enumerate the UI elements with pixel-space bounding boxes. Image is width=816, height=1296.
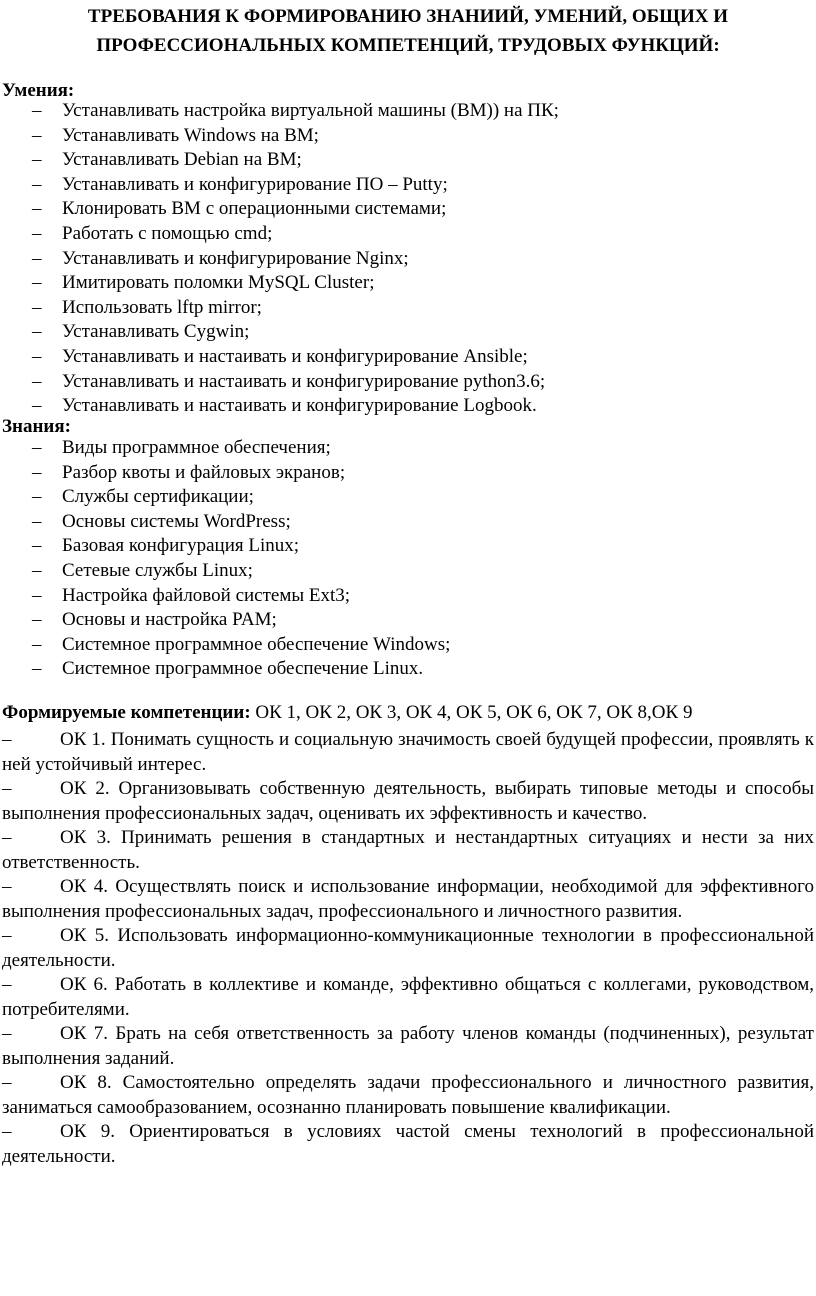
knowledge-text: Сетевые службы Linux;	[62, 559, 253, 581]
list-item	[0, 510, 816, 535]
competency-item	[2, 777, 814, 826]
dash-marker: –	[2, 1023, 12, 1044]
skill-text: Использовать lftp mirror;	[62, 296, 262, 318]
list-item	[0, 559, 816, 584]
dash-marker: –	[32, 559, 42, 581]
competency-item	[2, 924, 814, 973]
dash-marker: –	[32, 149, 42, 171]
competency-item	[2, 1120, 814, 1169]
competencies-list	[2, 728, 814, 1169]
document-title	[0, 2, 816, 60]
competency-text: ОК 5. Использовать информационно-коммуникационные технологии в профессиональной деятельности.	[2, 925, 814, 971]
list-item	[0, 197, 816, 222]
list-item	[0, 436, 816, 461]
competency-item	[2, 973, 814, 1022]
dash-marker: –	[32, 173, 42, 195]
skill-text: Устанавливать Cygwin;	[62, 321, 250, 343]
skill-text: Устанавливать Windows на ВМ;	[62, 124, 319, 146]
skill-text: Клонировать ВМ с операционными системами;	[62, 198, 447, 220]
list-item	[0, 394, 816, 419]
competency-text: ОК 1. Понимать сущность и социальную значимость своей будущей профессии, проявлять к ней устойчивый интерес.	[2, 729, 814, 775]
dash-marker: –	[32, 370, 42, 392]
dash-marker: –	[2, 1072, 12, 1093]
skill-text: Устанавливать и настаивать и конфигурирование Logbook.	[62, 395, 537, 417]
knowledge-text: Виды программное обеспечения;	[62, 437, 331, 458]
knowledge-text: Основы системы WordPress;	[62, 510, 291, 532]
competencies-label: Формируемые компетенции:	[2, 702, 251, 723]
list-item	[0, 485, 816, 510]
skill-text: Устанавливать и настаивать и конфигурирование Ansible;	[62, 345, 528, 367]
dash-marker: –	[2, 974, 12, 995]
knowledge-text: Разбор квоты и файловых экранов;	[62, 461, 346, 483]
dash-marker: –	[32, 198, 42, 220]
knowledge-text: Основы и настройка PAM;	[62, 609, 277, 631]
competency-item	[2, 826, 814, 875]
dash-marker: –	[32, 321, 42, 343]
list-item	[0, 584, 816, 609]
competencies-codes: ОК 1, ОК 2, ОК 3, ОК 4, ОК 5, ОК 6, ОК 7, ОК 8,ОК 9	[250, 702, 693, 723]
list-item	[0, 247, 816, 272]
dash-marker: –	[2, 827, 12, 848]
list-item	[0, 99, 816, 124]
skill-text: Имитировать поломки MySQL Cluster;	[62, 272, 375, 294]
dash-marker: –	[32, 486, 42, 508]
dash-marker: –	[32, 345, 42, 367]
dash-marker: –	[2, 729, 12, 750]
competency-item	[2, 1022, 814, 1071]
list-item	[0, 296, 816, 321]
competencies-heading	[2, 701, 692, 725]
skills-list	[0, 99, 816, 419]
list-item	[0, 657, 816, 682]
skill-text: Устанавливать Debian на ВМ;	[62, 149, 302, 171]
skill-text: Работать с помощью cmd;	[62, 222, 273, 244]
dash-marker: –	[32, 535, 42, 557]
list-item	[0, 222, 816, 247]
competency-text: ОК 4. Осуществлять поиск и использование информации, необходимой для эффективного выполнения профессиональных задач, профессионального и личностного развития.	[2, 876, 814, 922]
dash-marker: –	[32, 633, 42, 655]
list-item	[0, 370, 816, 395]
list-item	[0, 148, 816, 173]
list-item	[0, 633, 816, 658]
competency-text: ОК 7. Брать на себя ответственность за работу членов команды (подчиненных), результат выполнения заданий.	[2, 1023, 814, 1069]
dash-marker: –	[32, 247, 42, 269]
dash-marker: –	[2, 1121, 12, 1142]
dash-marker: –	[32, 461, 42, 483]
dash-marker: –	[32, 100, 42, 121]
list-item	[0, 124, 816, 149]
list-item	[0, 173, 816, 198]
dash-marker: –	[2, 778, 12, 799]
knowledge-text: Базовая конфигурация Linux;	[62, 535, 300, 557]
knowledge-heading: Знания:	[2, 416, 71, 437]
dash-marker: –	[32, 296, 42, 318]
dash-marker: –	[32, 584, 42, 606]
dash-marker: –	[32, 124, 42, 146]
title-line-2: ПРОФЕССИОНАЛЬНЫХ КОМПЕТЕНЦИЙ, ТРУДОВЫХ ФУНКЦИЙ:	[96, 35, 720, 56]
list-item	[0, 345, 816, 370]
competency-text: ОК 2. Организовывать собственную деятельность, выбирать типовые методы и способы выполнения профессиональных задач, оценивать их эффективность и качество.	[2, 778, 814, 824]
list-item	[0, 271, 816, 296]
list-item	[0, 534, 816, 559]
knowledge-text: Системное программное обеспечение Windows;	[62, 633, 451, 655]
competency-text: ОК 6. Работать в коллективе и команде, эффективно общаться с коллегами, руководством, потребителями.	[2, 974, 814, 1020]
competency-item	[2, 1071, 814, 1120]
competency-item	[2, 875, 814, 924]
dash-marker: –	[2, 876, 12, 897]
skill-text: Устанавливать и конфигурирование Nginx;	[62, 247, 409, 269]
dash-marker: –	[32, 272, 42, 294]
list-item	[0, 320, 816, 345]
dash-marker: –	[32, 437, 42, 458]
competency-text: ОК 3. Принимать решения в стандартных и нестандартных ситуациях и нести за них ответственность.	[2, 827, 814, 873]
skill-text: Устанавливать и настаивать и конфигурирование python3.6;	[62, 370, 546, 392]
skills-heading: Умения:	[2, 80, 75, 101]
dash-marker: –	[32, 510, 42, 532]
dash-marker: –	[32, 222, 42, 244]
dash-marker: –	[32, 395, 42, 417]
dash-marker: –	[2, 925, 12, 946]
dash-marker: –	[32, 609, 42, 631]
skill-text: Устанавливать и конфигурирование ПО – Putty;	[62, 173, 448, 195]
list-item	[0, 608, 816, 633]
competency-text: ОК 8. Самостоятельно определять задачи профессионального и личностного развития, заниматься самообразованием, осознанно планировать повышение квалификации.	[2, 1072, 814, 1118]
competency-item	[2, 728, 814, 777]
knowledge-text: Службы сертификации;	[62, 486, 254, 508]
competency-text: ОК 9. Ориентироваться в условиях частой смены технологий в профессиональной деятельности.	[2, 1121, 814, 1167]
knowledge-text: Настройка файловой системы Ext3;	[62, 584, 351, 606]
dash-marker: –	[32, 658, 42, 680]
knowledge-list	[0, 436, 816, 682]
knowledge-text: Системное программное обеспечение Linux.	[62, 658, 424, 680]
list-item	[0, 461, 816, 486]
title-line-1: ТРЕБОВАНИЯ К ФОРМИРОВАНИЮ ЗНАНИИЙ, УМЕНИЙ, ОБЩИХ И	[87, 6, 729, 27]
skill-text: Устанавливать настройка виртуальной машины (ВМ)) на ПК;	[62, 100, 559, 121]
